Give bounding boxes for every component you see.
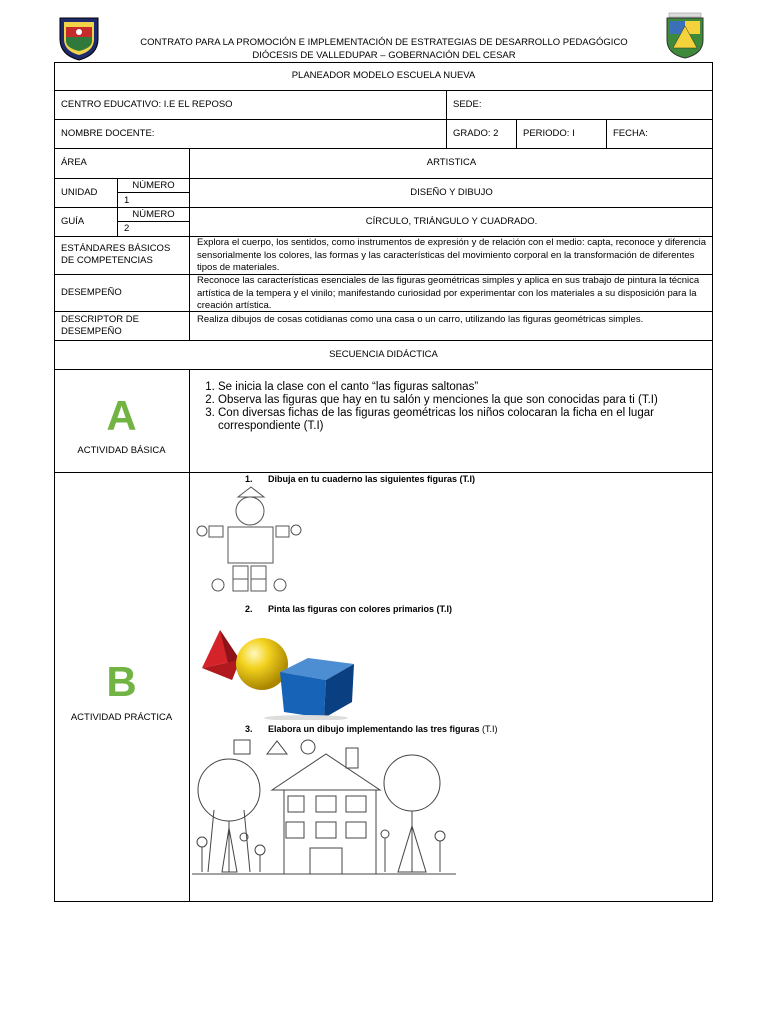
centro-educativo: CENTRO EDUCATIVO: I.E EL REPOSO bbox=[61, 99, 233, 110]
guia-numero-label: NÚMERO bbox=[132, 209, 175, 220]
b-item-3-suffix: (T.I) bbox=[479, 724, 498, 734]
estandares-label: ESTÁNDARES BÁSICOS DE COMPETENCIAS bbox=[61, 243, 171, 266]
header-line-1: CONTRATO PARA LA PROMOCIÓN E IMPLEMENTACIÓN DE ESTRATEGIAS DE DESARROLLO PEDAGÓGICO bbox=[140, 37, 628, 48]
b-item-3-num: 3. bbox=[245, 724, 253, 734]
unidad-label: UNIDAD bbox=[61, 187, 98, 198]
guia-value: CÍRCULO, TRIÁNGULO Y CUADRADO. bbox=[365, 216, 538, 227]
colored-3d-shapes bbox=[196, 620, 364, 720]
b-item-3 bbox=[268, 724, 498, 734]
grado-field: GRADO: 2 bbox=[453, 128, 499, 139]
area-value: ARTISTICA bbox=[426, 157, 477, 168]
unidad-numero: 1 bbox=[124, 195, 130, 206]
guia-label: GUÍA bbox=[61, 216, 85, 227]
planner-title: PLANEADOR MODELO ESCUELA NUEVA bbox=[291, 70, 476, 81]
robot-shapes-drawing bbox=[196, 484, 306, 592]
actividad-basica-list bbox=[218, 381, 708, 433]
area-label: ÁREA bbox=[61, 157, 87, 168]
list-item: 1. Se inicia la clase con el canto “las figuras saltonas” bbox=[218, 381, 708, 394]
desempeno-label: DESEMPEÑO bbox=[61, 287, 122, 298]
actividad-practica-label: ACTIVIDAD PRÁCTICA bbox=[70, 712, 173, 723]
fecha-field: FECHA: bbox=[613, 128, 648, 139]
house-scene-drawing bbox=[192, 736, 460, 878]
list-item: 3. Con diversas fichas de las figuras geométricas los niños colocaran la ficha en el lugar correspondiente (T.I) bbox=[218, 407, 708, 433]
unidad-numero-label: NÚMERO bbox=[132, 180, 175, 191]
b-item-2-num: 2. bbox=[245, 604, 253, 614]
guia-numero: 2 bbox=[124, 223, 130, 234]
estandares-value: Explora el cuerpo, los sentidos, como instrumentos de expresión y de relación con el medio: capta, reconoce y diferencia sensorialmente los colores, las formas y las características del movimiento corporal en la transformación de diferentes tipos de materiales. bbox=[197, 237, 707, 273]
descriptor-value: Realiza dibujos de cosas cotidianas como una casa o un carro, utilizando las figuras geométricas simples. bbox=[197, 314, 644, 325]
descriptor-label: DESCRIPTOR DE DESEMPEÑO bbox=[61, 314, 139, 337]
header-line-2: DIÓCESIS DE VALLEDUPAR – GOBERNACIÓN DEL CESAR bbox=[252, 50, 516, 61]
b-item-1-num: 1. bbox=[245, 474, 253, 484]
sede-field: SEDE: bbox=[453, 99, 482, 110]
letter-a: A bbox=[106, 392, 137, 439]
b-item-1: Dibuja en tu cuaderno las siguientes figuras (T.I) bbox=[268, 474, 476, 484]
unidad-value: DISEÑO Y DIBUJO bbox=[410, 187, 493, 198]
secuencia-title: SECUENCIA DIDÁCTICA bbox=[329, 349, 438, 360]
b-item-2: Pinta las figuras con colores primarios (T.I) bbox=[268, 604, 453, 614]
letter-b: B bbox=[106, 658, 137, 705]
desempeno-value: Reconoce las características esenciales de las figuras geométricas simples y aplica en sus trabajo de pintura la técnica artística de la tempera y el vinilo; manifestando curiosidad por experimentar con los materiales a su disposición para la creación artística. bbox=[197, 275, 700, 311]
periodo-field: PERIODO: I bbox=[523, 128, 575, 139]
actividad-basica-label: ACTIVIDAD BÁSICA bbox=[77, 445, 166, 456]
nombre-docente: NOMBRE DOCENTE: bbox=[61, 128, 155, 139]
list-item: 2. Observa las figuras que hay en tu salón y menciones la que son conocidas para ti (T.I) bbox=[218, 394, 708, 407]
b-item-3-text: Elabora un dibujo implementando las tres figuras bbox=[268, 724, 480, 734]
